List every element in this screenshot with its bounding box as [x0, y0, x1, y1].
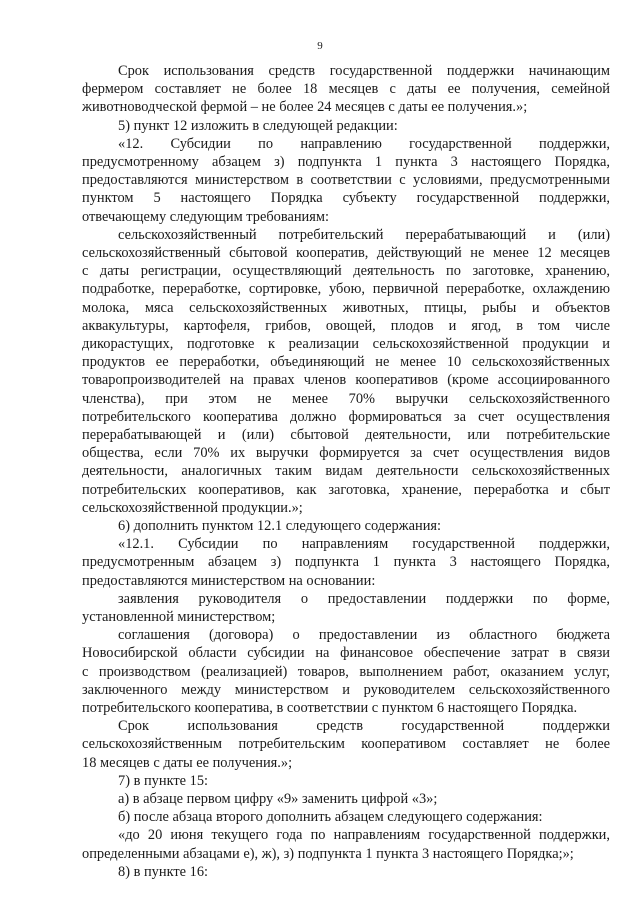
text-line: соглашения (договора) о предоставлении из областного бюджета [118, 627, 610, 644]
text-line: потребительских кооперативов, как заготовка, хранение, переработка и сбыт [82, 481, 610, 498]
text-line: установленной министерством; [82, 609, 276, 625]
text-line: отвечающему следующим требованиям: [82, 208, 329, 225]
text-line: деятельности, аналогичных таким видам деятельности сельскохозяйственных [82, 463, 610, 480]
text-line: животноводческой фермой – не более 24 месяцев с даты ее получения.»; [82, 99, 528, 116]
text-line: заявления руководителя о предоставлении поддержки по форме, [118, 590, 610, 607]
text-line: 6) дополнить пунктом 12.1 следующего содержания: [118, 518, 442, 534]
text-line: с даты регистрации, осуществляющий деятельность по заготовке, хранению, [82, 263, 610, 280]
text-line: сельскохозяйственный потребительский перерабатывающий и (или) [118, 226, 610, 243]
text-line: «12. Субсидии по направлению государственной поддержки, [118, 135, 610, 152]
text-line: дикорастущих, подготовке к реализации сельскохозяйственной продукции и [82, 336, 610, 352]
text-line: Срок использования средств государственной поддержки начинающим [118, 63, 610, 79]
text-line: сельскохозяйственным потребительским кооперативом составляет не более [82, 736, 610, 753]
page-number: 9 [317, 40, 323, 52]
text-line: предоставляются министерством на основании: [82, 572, 376, 589]
text-line: Срок использования средств государственной поддержки [118, 718, 610, 735]
text-line: 7) в пункте 15: [118, 772, 209, 789]
text-line: продуктов ее переработки, объединяющий не менее 10 сельскохозяйственных [82, 354, 610, 371]
text-line: общества, если 70% их выручки формируется за счет осуществления видов [82, 445, 610, 462]
text-line: «до 20 июня текущего года по направлениям государственной поддержки, [118, 827, 610, 844]
text-line: с производством (реализацией) товаров, выполнением работ, оказанием услуг, [82, 663, 610, 680]
text-line: фермером составляет не более 18 месяцев с даты ее получения, семейной [82, 81, 610, 98]
text-line: 8) в пункте 16: [118, 863, 209, 880]
text-line: членства), при этом не менее 70% выручки сельскохозяйственного [82, 390, 610, 407]
text-line: Новосибирской области субсидии на финансовое обеспечение затрат в связи [82, 645, 610, 662]
text-line: молока, мяса сельскохозяйственных животных, птицы, рыбы и объектов [82, 299, 610, 316]
text-line: предусмотренному абзацем з) подпункта 1 пункта 3 настоящего Порядка, [82, 154, 610, 170]
text-line: перерабатывающей и (или) сбытовой деятельности, или потребительские [82, 427, 610, 443]
text-line: пунктом 5 настоящего Порядка субъекту государственной поддержки, [82, 190, 610, 207]
text-line: товаропроизводителей на правах членов кооперативов (кроме ассоциированного [82, 372, 610, 389]
text-line: заключенного между министерством и руководителем сельскохозяйственного [82, 681, 610, 698]
text-line: б) после абзаца второго дополнить абзацем следующего содержания: [118, 809, 543, 826]
text-line: предоставляются министерством в соответствии с условиями, предусмотренными [82, 172, 610, 189]
text-line: сельскохозяйственной продукции.»; [82, 499, 303, 516]
text-line: 18 месяцев с даты ее получения.»; [82, 754, 293, 771]
text-line: аквакультуры, картофеля, грибов, овощей, плодов и ягод, в том числе [82, 317, 610, 334]
text-line: сельскохозяйственный сбытовой кооператив, действующий не менее 12 месяцев [82, 245, 610, 261]
text-line: 5) пункт 12 изложить в следующей редакции: [118, 117, 398, 134]
text-line: потребительского кооператива, в соответствии с пунктом 6 настоящего Порядка. [82, 700, 578, 716]
text-line: «12.1. Субсидии по направлениям государственной поддержки, [118, 536, 610, 553]
text-line: предусмотренным абзацем з) подпункта 1 пункта 3 настоящего Порядка, [82, 554, 610, 571]
text-line: подработке, переработке, сортировке, убою, первичной переработке, охлаждению [82, 281, 610, 298]
text-line: а) в абзаце первом цифру «9» заменить цифрой «3»; [118, 791, 438, 807]
text-line: потребительского кооператива должно формироваться за счет осуществления [82, 408, 610, 425]
text-line: определенными абзацами е), ж), з) подпункта 1 пункта 3 настоящего Порядка;»; [82, 845, 574, 862]
